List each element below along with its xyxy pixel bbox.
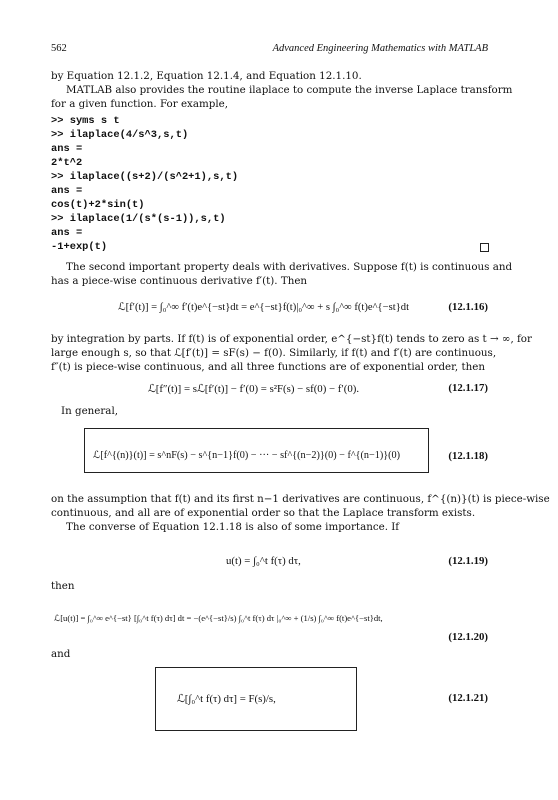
- paragraph-line: and: [51, 648, 71, 660]
- code-line: -1+exp(t): [51, 241, 108, 253]
- equation-number: (12.1.18): [448, 450, 488, 462]
- code-line: >> ilaplace(1/(s*(s-1)),s,t): [51, 213, 226, 225]
- paragraph-line: for a given function. For example,: [51, 98, 228, 110]
- paragraph-line: The second important property deals with derivatives. Suppose f(t) is continuous and: [66, 261, 513, 273]
- equation-number: (12.1.20): [448, 631, 488, 643]
- code-line: ans =: [51, 227, 83, 239]
- equation-12-1-16: ℒ[f′(t)] = ∫₀^∞ f′(t)e^{−st}dt = e^{−st}f(t)|₀^∞ + s ∫₀^∞ f(t)e^{−st}dt: [118, 302, 410, 313]
- code-line: >> syms s t: [51, 115, 120, 127]
- equation-12-1-19: u(t) = ∫₀^t f(τ) dτ,: [226, 555, 301, 567]
- equation-12-1-21: ℒ[∫₀^t f(τ) dτ] = F(s)/s,: [177, 693, 276, 705]
- equation-12-1-17: ℒ[f″(t)] = sℒ[f′(t)] − f′(0) = s²F(s) − sf(0) − f′(0).: [148, 383, 360, 395]
- paragraph-line: large enough s, so that ℒ[f′(t)] = sF(s) − f(0). Similarly, if f(t) and f′(t) are continuous,: [51, 347, 497, 359]
- paragraph-line: by Equation 12.1.2, Equation 12.1.4, and Equation 12.1.10.: [51, 70, 362, 82]
- paragraph-line: by integration by parts. If f(t) is of exponential order, e^{−st}f(t) tends to zero as t → ∞, for: [51, 333, 532, 345]
- end-of-example-icon: [480, 243, 489, 252]
- code-line: ans =: [51, 143, 83, 155]
- code-line: cos(t)+2*sin(t): [51, 199, 145, 211]
- equation-12-1-20: ℒ[u(t)] = ∫₀^∞ e^{−st} [∫₀^t f(τ) dτ] dt = −(e^{−st}/s) ∫₀^t f(τ) dτ |₀^∞ + (1/s) ∫₀^∞ f(t)e^{−st}dt,: [54, 613, 383, 623]
- equation-12-1-18: ℒ[f^{(n)}(t)] = s^nF(s) − s^{n−1}f(0) − ··· − sf^{(n−2)}(0) − f^{(n−1)}(0): [93, 450, 400, 461]
- paragraph-line: MATLAB also provides the routine ilaplace to compute the inverse Laplace transform: [66, 84, 513, 96]
- paragraph-line: on the assumption that f(t) and its first n−1 derivatives are continuous, f^{(n)}(t) is piece-wise: [51, 493, 550, 505]
- paragraph-line: The converse of Equation 12.1.18 is also of some importance. If: [66, 521, 400, 533]
- code-line: >> ilaplace(4/s^3,s,t): [51, 129, 189, 141]
- running-title: Advanced Engineering Mathematics with MATLAB: [272, 43, 488, 54]
- paragraph-line: In general,: [61, 405, 119, 417]
- paragraph-line: has a piece-wise continuous derivative f′(t). Then: [51, 275, 308, 287]
- paragraph-line: continuous, and all are of exponential order so that the Laplace transform exists.: [51, 507, 476, 519]
- equation-number: (12.1.21): [448, 692, 488, 704]
- equation-number: (12.1.17): [448, 382, 488, 394]
- equation-number: (12.1.19): [448, 555, 488, 567]
- code-line: >> ilaplace((s+2)/(s^2+1),s,t): [51, 171, 239, 183]
- code-line: 2*t^2: [51, 157, 83, 169]
- code-line: ans =: [51, 185, 83, 197]
- page-number: 562: [51, 43, 67, 54]
- paragraph-line: then: [51, 580, 75, 592]
- paragraph-line: f″(t) is piece-wise continuous, and all three functions are of exponential order, then: [51, 361, 485, 373]
- equation-number: (12.1.16): [448, 301, 488, 313]
